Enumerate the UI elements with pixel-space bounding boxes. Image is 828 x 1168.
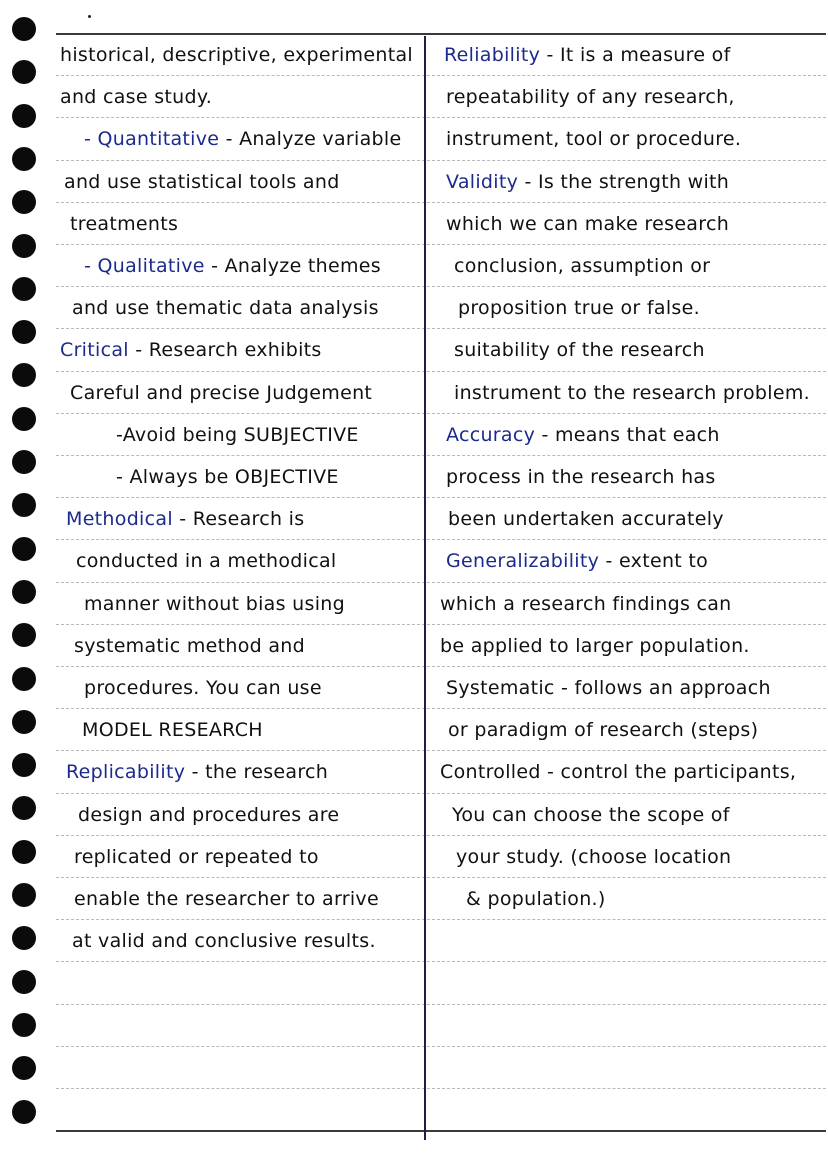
note-line (446, 161, 729, 204)
binder-hole (12, 320, 36, 344)
note-line (76, 540, 336, 583)
note-text: instrument, tool or procedure. (446, 128, 742, 151)
note-line (440, 625, 750, 668)
note-text: historical, descriptive, experimental (60, 44, 413, 66)
note-line (60, 329, 322, 372)
key-term: Generalizability (446, 550, 600, 573)
key-term: Validity (446, 170, 519, 193)
note-line (84, 583, 345, 626)
note-line (440, 583, 732, 626)
note-text: - Research is (172, 508, 305, 531)
binder-hole (12, 840, 36, 864)
note-line (448, 709, 758, 752)
binder-hole (12, 710, 36, 734)
note-text: - Analyze themes (204, 255, 381, 277)
note-text: treatments (70, 212, 179, 235)
note-line (66, 751, 328, 794)
binder-hole (12, 493, 36, 517)
note-text: or paradigm of research (steps) (448, 719, 759, 742)
note-text: which we can make research (446, 212, 730, 235)
key-term: - Qualitative (84, 255, 205, 277)
note-text: and case study. (60, 86, 213, 109)
note-line (446, 203, 729, 246)
note-text: enable the researcher to arrive (74, 888, 379, 910)
note-text: You can choose the scope of (452, 803, 730, 826)
note-text: procedures. You can use (84, 677, 322, 699)
binder-hole (12, 537, 36, 561)
note-line (66, 498, 304, 541)
note-text: - Is the strength with (518, 170, 730, 193)
note-text: manner without bias using (84, 592, 345, 615)
note-line (458, 287, 700, 330)
binder-hole (12, 104, 36, 128)
note-line (74, 625, 305, 668)
note-line (446, 667, 771, 710)
ruled-line (56, 1004, 826, 1005)
key-term: - Quantitative (84, 128, 220, 151)
binder-hole (12, 926, 36, 950)
note-line (446, 540, 708, 583)
note-text: Systematic - follows an approach (446, 677, 771, 699)
binder-hole (12, 753, 36, 777)
note-line (444, 34, 731, 77)
note-line (456, 836, 731, 879)
note-text: - Research exhibits (128, 339, 322, 362)
note-text: - Always be OBJECTIVE (116, 466, 339, 488)
note-text: replicated or repeated to (74, 845, 319, 868)
note-text: and use thematic data analysis (72, 297, 379, 320)
key-term: Accuracy (446, 423, 536, 446)
note-line (64, 161, 340, 204)
note-line (466, 878, 606, 921)
ink-dot (88, 15, 91, 18)
note-text: - Analyze variable (219, 128, 402, 151)
binder-hole (12, 623, 36, 647)
note-line (72, 920, 376, 963)
note-line (84, 245, 381, 288)
note-line (84, 118, 401, 161)
note-line (70, 372, 372, 415)
note-text: proposition true or false. (458, 297, 700, 320)
binder-hole (12, 60, 36, 84)
binder-hole (12, 580, 36, 604)
note-line (60, 34, 413, 77)
note-text: be applied to larger population. (440, 634, 750, 657)
key-term: Methodical (66, 508, 173, 531)
column-divider (424, 36, 426, 1140)
note-line (70, 203, 178, 246)
binder-hole (12, 667, 36, 691)
note-text: suitability of the research (454, 339, 705, 362)
binder-hole (12, 234, 36, 258)
ruled-line (56, 1088, 826, 1089)
note-text: conclusion, assumption or (454, 255, 711, 277)
binder-hole (12, 407, 36, 431)
note-text: design and procedures are (78, 803, 340, 826)
binder-hole (12, 883, 36, 907)
note-text: repeatability of any research, (446, 86, 735, 109)
note-text: instrument to the research problem. (454, 381, 810, 404)
note-text: been undertaken accurately (448, 508, 724, 531)
note-text: which a research findings can (440, 592, 732, 615)
key-term: Replicability (66, 761, 186, 784)
note-text: and use statistical tools and (64, 170, 340, 193)
note-text: MODEL RESEARCH (82, 719, 263, 742)
note-line (446, 118, 741, 161)
binder-hole (12, 1100, 36, 1124)
binder-hole (12, 450, 36, 474)
note-text: at valid and conclusive results. (72, 930, 376, 953)
note-line (60, 76, 212, 119)
note-text: your study. (choose location (456, 845, 732, 868)
note-text: process in the research has (446, 466, 716, 488)
note-line (452, 794, 730, 837)
binder-hole (12, 1056, 36, 1080)
note-line (454, 245, 710, 288)
note-line (446, 456, 716, 499)
binder-hole (12, 277, 36, 301)
binder-hole (12, 17, 36, 41)
note-text: systematic method and (74, 634, 306, 657)
note-text: - It is a measure of (540, 44, 731, 66)
note-text: Careful and precise Judgement (70, 381, 373, 404)
key-term: Reliability (444, 44, 541, 66)
note-line (446, 76, 735, 119)
note-line (454, 329, 705, 372)
note-line (446, 414, 720, 457)
note-text: Controlled - control the participants, (440, 761, 797, 784)
note-text: - extent to (599, 550, 709, 573)
binder-hole (12, 1013, 36, 1037)
note-line (116, 456, 339, 499)
binder-hole (12, 970, 36, 994)
note-line (74, 878, 379, 921)
bottom-margin-line (56, 1130, 826, 1132)
note-line (72, 287, 379, 330)
note-line (74, 836, 319, 879)
note-line (78, 794, 339, 837)
note-line (84, 667, 322, 710)
note-line (440, 751, 796, 794)
note-line (82, 709, 263, 752)
binder-hole (12, 796, 36, 820)
binder-hole (12, 363, 36, 387)
note-text: -Avoid being SUBJECTIVE (116, 423, 359, 446)
binder-hole (12, 147, 36, 171)
note-text: - means that each (535, 423, 720, 446)
note-line (448, 498, 724, 541)
binder-hole (12, 190, 36, 214)
ruled-line (56, 1046, 826, 1047)
note-text: conducted in a methodical (76, 550, 337, 573)
note-text: & population.) (466, 888, 606, 910)
key-term: Critical (60, 339, 129, 362)
note-line (116, 414, 359, 457)
note-text: - the research (185, 761, 329, 784)
note-line (454, 372, 810, 415)
